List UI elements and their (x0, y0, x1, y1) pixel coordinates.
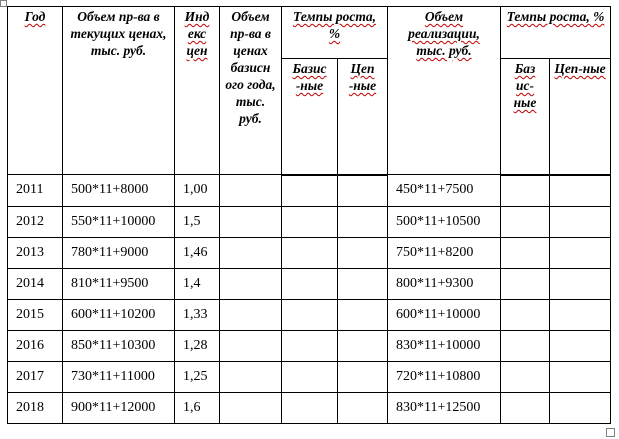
header-growth-rates: Темпы роста, % (282, 7, 388, 59)
data-table (7, 6, 611, 424)
cell-basic-2 (501, 268, 550, 299)
table-resize-handle[interactable] (606, 428, 615, 437)
cell-output-current: 780*11+9000 (63, 237, 175, 268)
table-row (8, 361, 611, 392)
cell-sales: 830*11+12500 (388, 392, 501, 423)
cell-chain (338, 361, 388, 392)
cell-chain-2 (550, 330, 611, 361)
cell-sales: 450*11+7500 (388, 175, 501, 207)
cell-sales: 830*11+10000 (388, 330, 501, 361)
header-output-current: Объем пр-ва в текущих ценах, тыс. руб. (63, 7, 175, 175)
header-chain: Цеп -ные (338, 59, 388, 175)
table-row (8, 268, 611, 299)
cell-year: 2018 (8, 392, 63, 423)
table-row (8, 237, 611, 268)
cell-basic (282, 392, 338, 423)
cell-basic (282, 175, 338, 207)
cell-basic-2 (501, 330, 550, 361)
cell-output-base (220, 206, 282, 237)
cell-output-base (220, 299, 282, 330)
cell-price-index: 1,4 (175, 268, 220, 299)
cell-chain-2 (550, 175, 611, 207)
cell-chain (338, 392, 388, 423)
cell-year: 2017 (8, 361, 63, 392)
cell-year: 2013 (8, 237, 63, 268)
cell-basic-2 (501, 237, 550, 268)
cell-output-current: 500*11+8000 (63, 175, 175, 207)
cell-chain (338, 175, 388, 207)
header-growth-rates-2: Темпы роста, % (501, 7, 611, 59)
cell-output-current: 730*11+11000 (63, 361, 175, 392)
header-output-base: Объем пр-ва в ценах базисн ого года, тыс. руб. (220, 7, 282, 175)
cell-output-current: 810*11+9500 (63, 268, 175, 299)
cell-price-index: 1,46 (175, 237, 220, 268)
cell-output-base (220, 237, 282, 268)
cell-sales: 500*11+10500 (388, 206, 501, 237)
cell-chain (338, 268, 388, 299)
cell-year: 2016 (8, 330, 63, 361)
cell-output-current: 550*11+10000 (63, 206, 175, 237)
cell-basic-2 (501, 361, 550, 392)
cell-sales: 750*11+8200 (388, 237, 501, 268)
cell-sales: 800*11+9300 (388, 268, 501, 299)
cell-chain-2 (550, 299, 611, 330)
cell-output-current: 600*11+10200 (63, 299, 175, 330)
cell-output-base (220, 330, 282, 361)
table-move-handle[interactable] (0, 0, 7, 7)
cell-basic-2 (501, 175, 550, 207)
cell-chain-2 (550, 361, 611, 392)
header-year: Год (8, 7, 63, 175)
cell-chain (338, 237, 388, 268)
cell-chain (338, 299, 388, 330)
cell-basic (282, 330, 338, 361)
table-row (8, 299, 611, 330)
cell-year: 2015 (8, 299, 63, 330)
table-row (8, 206, 611, 237)
cell-chain (338, 206, 388, 237)
header-basic-2: Баз ис-ные (501, 59, 550, 175)
cell-price-index: 1,25 (175, 361, 220, 392)
cell-basic (282, 237, 338, 268)
cell-chain-2 (550, 237, 611, 268)
cell-price-index: 1,28 (175, 330, 220, 361)
header-basic: Базис -ные (282, 59, 338, 175)
cell-sales: 720*11+10800 (388, 361, 501, 392)
cell-basic (282, 361, 338, 392)
header-sales: Объем реализации, тыс. руб. (388, 7, 501, 175)
cell-chain (338, 330, 388, 361)
cell-chain-2 (550, 206, 611, 237)
table-row (8, 330, 611, 361)
cell-basic (282, 206, 338, 237)
cell-basic (282, 268, 338, 299)
cell-basic-2 (501, 206, 550, 237)
cell-basic-2 (501, 299, 550, 330)
cell-output-base (220, 361, 282, 392)
header-chain-2: Цеп-ные (550, 59, 611, 175)
cell-output-current: 900*11+12000 (63, 392, 175, 423)
cell-output-base (220, 268, 282, 299)
table-row (8, 175, 611, 207)
header-price-index: Инд екс цен (175, 7, 220, 175)
cell-price-index: 1,6 (175, 392, 220, 423)
cell-price-index: 1,00 (175, 175, 220, 207)
cell-price-index: 1,33 (175, 299, 220, 330)
cell-output-base (220, 175, 282, 207)
cell-year: 2014 (8, 268, 63, 299)
cell-year: 2012 (8, 206, 63, 237)
cell-sales: 600*11+10000 (388, 299, 501, 330)
cell-output-current: 850*11+10300 (63, 330, 175, 361)
cell-chain-2 (550, 392, 611, 423)
cell-basic (282, 299, 338, 330)
cell-chain-2 (550, 268, 611, 299)
table-row (8, 392, 611, 423)
cell-year: 2011 (8, 175, 63, 207)
cell-output-base (220, 392, 282, 423)
cell-basic-2 (501, 392, 550, 423)
cell-price-index: 1,5 (175, 206, 220, 237)
